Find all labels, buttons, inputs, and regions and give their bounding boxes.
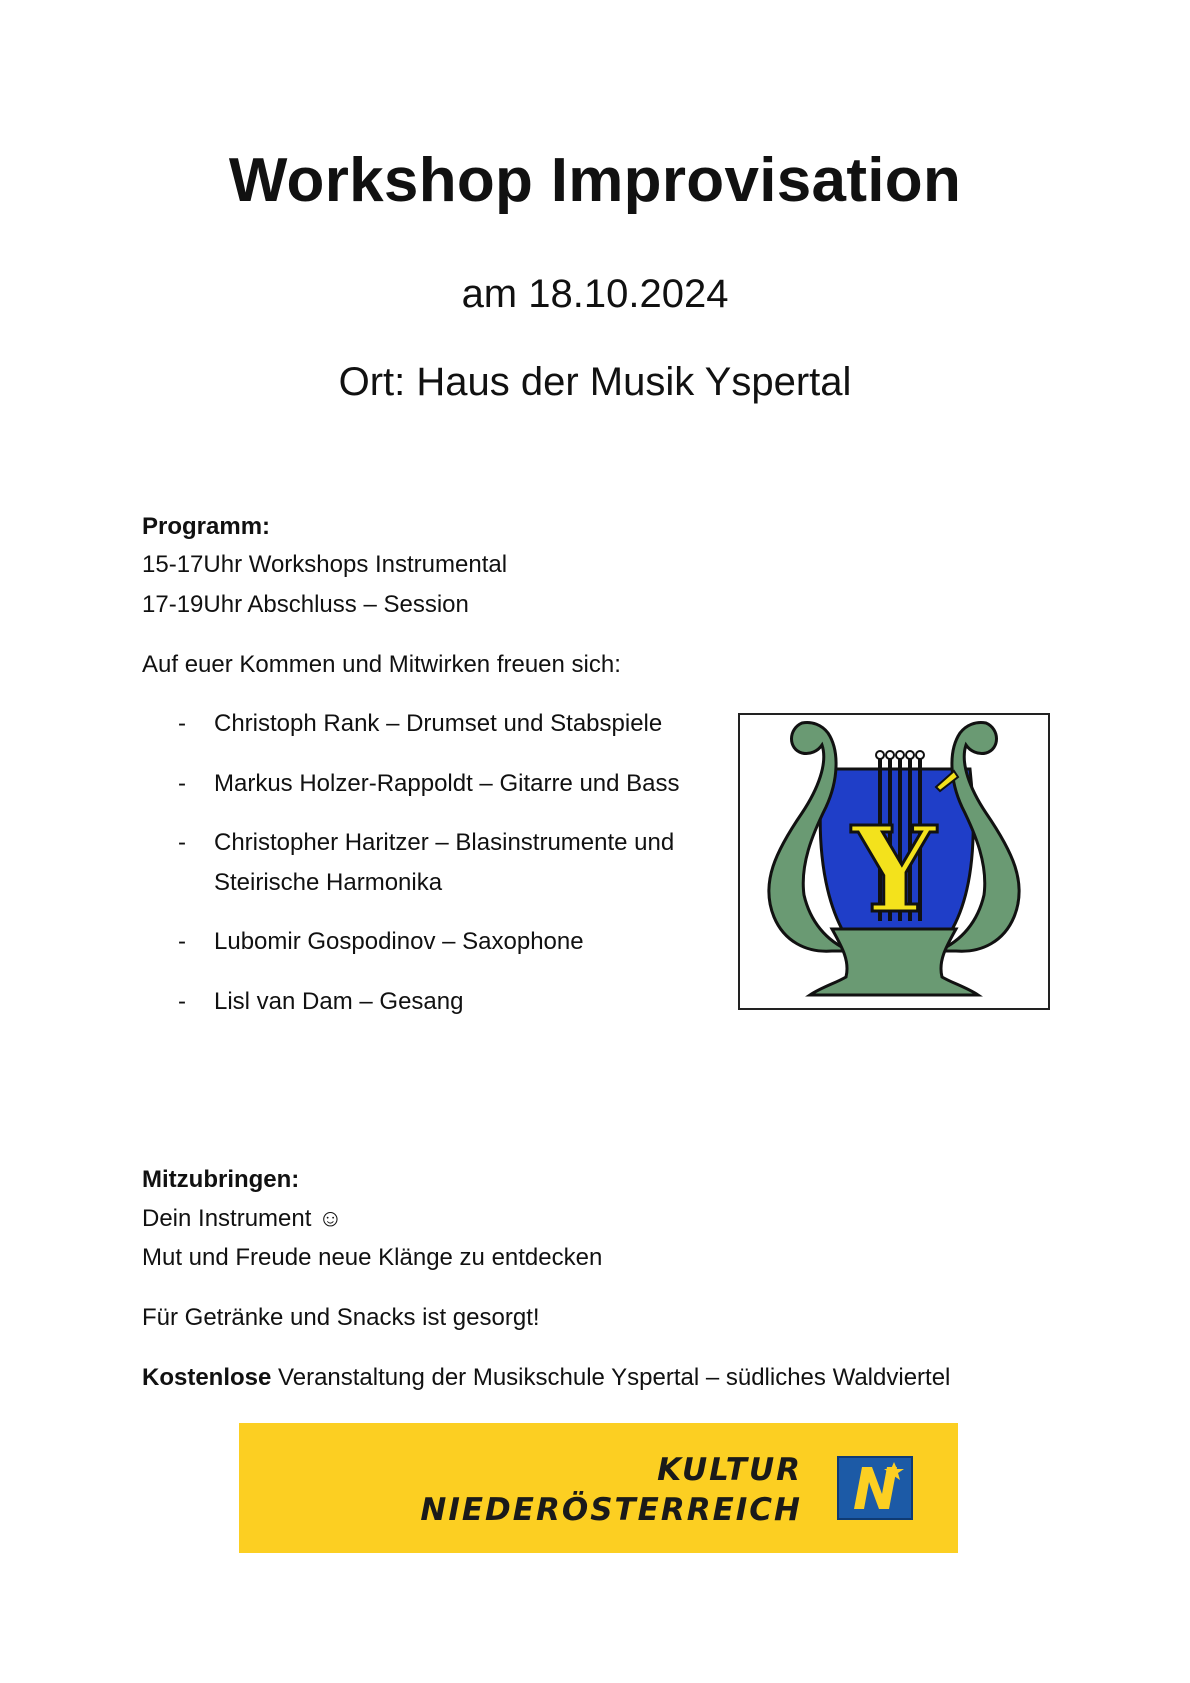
- program-heading: Programm:: [142, 513, 271, 540]
- page-title: Workshop Improvisation: [228, 146, 962, 215]
- list-item: Markus Holzer-Rappoldt – Gitarre und Bass: [214, 770, 680, 797]
- logo-letter: Y: [851, 800, 937, 939]
- drinks-note: Für Getränke und Snacks ist gesorgt!: [142, 1304, 540, 1331]
- event-place: Ort: Haus der Musik Yspertal: [338, 360, 852, 404]
- banner-line-2: NIEDERÖSTERREICH: [420, 1492, 802, 1528]
- list-bullet: -: [178, 829, 186, 856]
- list-bullet: -: [178, 770, 186, 797]
- lyre-pegs: [876, 751, 924, 759]
- list-item: Christopher Haritzer – Blasinstrumente und: [214, 829, 675, 856]
- program-line: 17-19Uhr Abschluss – Session: [142, 591, 469, 618]
- bring-line: Mut und Freude neue Klänge zu entdecken: [142, 1244, 603, 1271]
- footer-note: [142, 1364, 950, 1392]
- invite-text: Auf euer Kommen und Mitwirken freuen sich:: [142, 651, 621, 678]
- lyre-logo-frame: [738, 713, 1050, 1010]
- list-bullet: -: [178, 988, 186, 1015]
- list-item: Lubomir Gospodinov – Saxophone: [214, 928, 584, 955]
- niederoesterreich-n-icon: [834, 1454, 916, 1522]
- banner-line-1: KULTUR: [657, 1452, 802, 1488]
- list-item-continuation: Steirische Harmonika: [214, 869, 443, 896]
- event-date: am 18.10.2024: [461, 272, 729, 316]
- program-line: 15-17Uhr Workshops Instrumental: [142, 551, 508, 578]
- sponsor-banner: [239, 1423, 958, 1553]
- lyre-y-logo-icon: [740, 715, 1048, 1008]
- footer-note-bold: Kostenlose: [142, 1364, 272, 1391]
- bring-line: Dein Instrument ☺: [142, 1205, 343, 1232]
- list-bullet: -: [178, 710, 186, 737]
- list-item: Christoph Rank – Drumset und Stabspiele: [214, 710, 663, 737]
- footer-note-rest: Veranstaltung der Musikschule Yspertal – südliches Waldviertel: [271, 1364, 951, 1391]
- bring-heading: Mitzubringen:: [142, 1166, 300, 1193]
- list-item: Lisl van Dam – Gesang: [214, 988, 464, 1015]
- list-bullet: -: [178, 928, 186, 955]
